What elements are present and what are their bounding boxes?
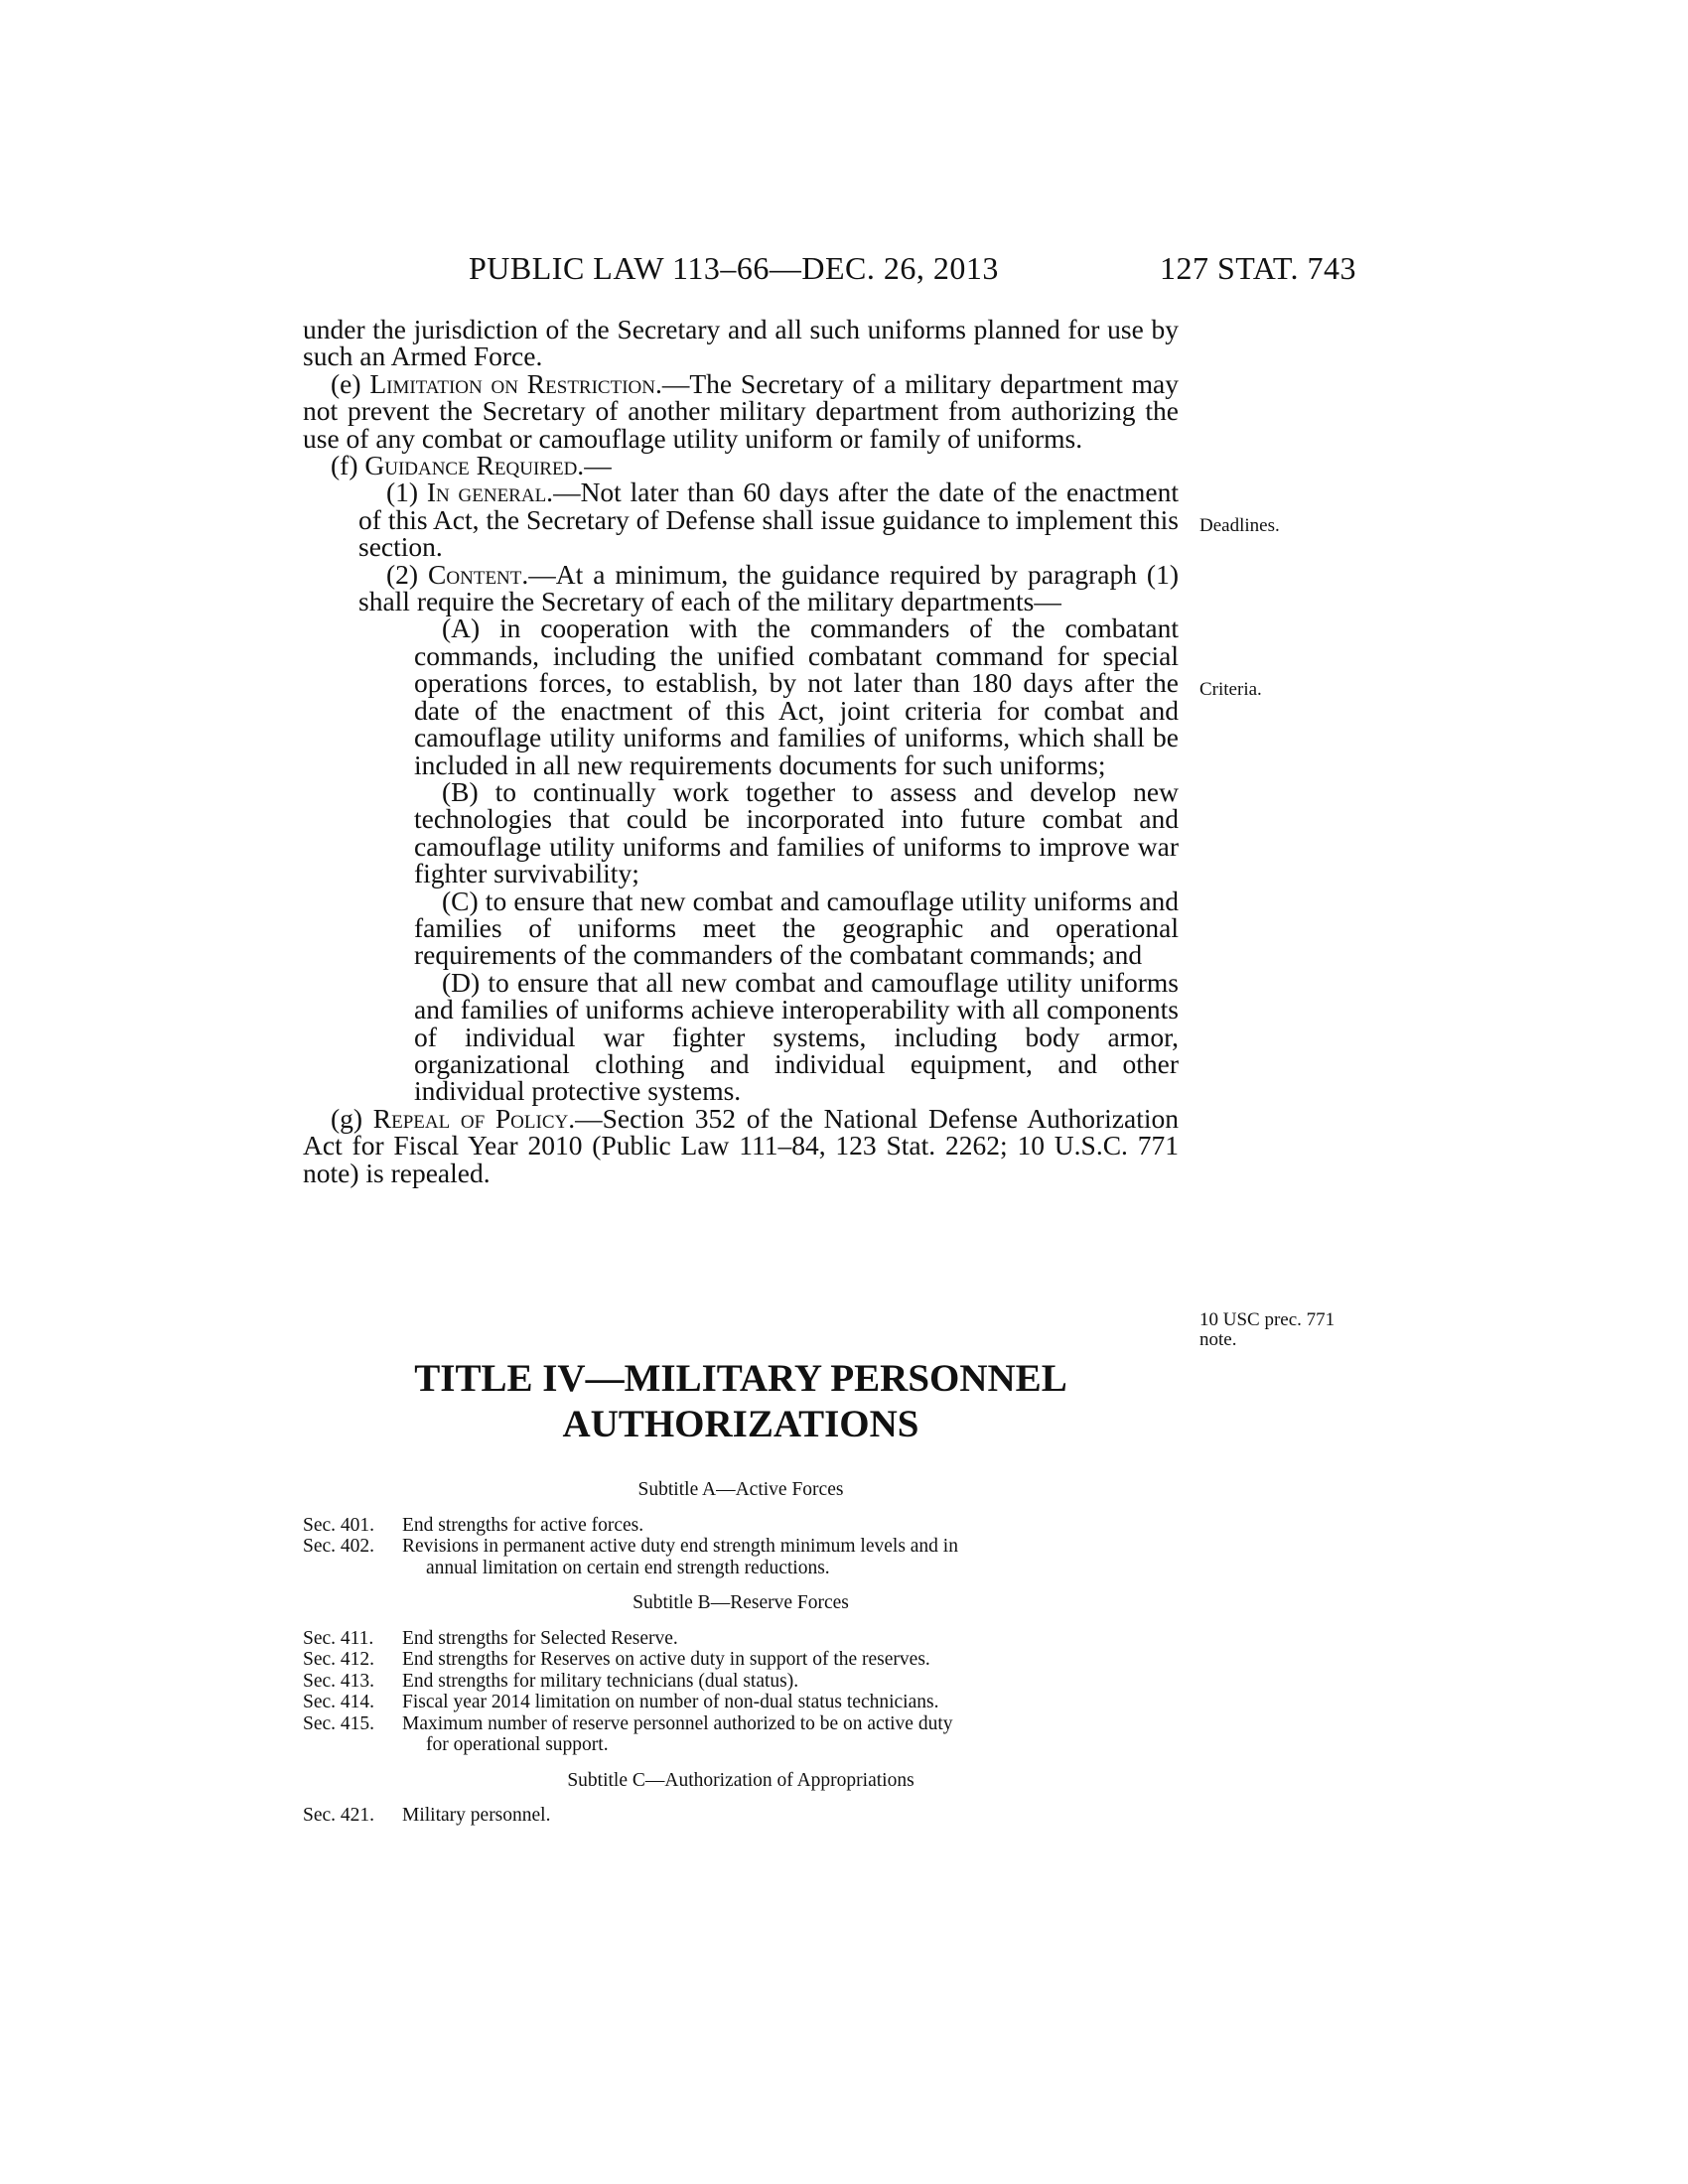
toc-section-title-line1: Maximum number of reserve personnel authorized to be on active duty (402, 1712, 953, 1734)
toc-group-b (303, 1628, 1179, 1756)
toc-section-title: End strengths for active forces. (402, 1514, 644, 1536)
title-heading-line1: TITLE IV—MILITARY PERSONNEL (414, 1357, 1067, 1400)
toc-section-title: Military personnel. (402, 1805, 551, 1826)
toc-section-number: Sec. 402. (303, 1536, 375, 1557)
toc-section-number: Sec. 414. (303, 1692, 375, 1712)
subsection-f-label: (f) (331, 450, 365, 481)
paragraph-f2-label: (2) (386, 558, 429, 590)
margin-note-usc-line1: 10 USC prec. 771 (1199, 1309, 1336, 1330)
title-heading-line2: AUTHORIZATIONS (562, 1403, 919, 1445)
title-heading (303, 1356, 1179, 1447)
paragraph-f2 (303, 558, 1179, 617)
subsection-f-dash: — (584, 450, 612, 481)
toc-subtitle-b: Subtitle B—Reserve Forces (633, 1592, 849, 1613)
running-header-title: PUBLIC LAW 113–66—DEC. 26, 2013 (469, 250, 999, 286)
subparagraph-c: (C) to ensure that new combat and camouflage utility uniforms and families of uniforms meet the geographic and operational requirements of the commanders of the combatant commands; and (414, 885, 1179, 971)
paragraph-f1 (303, 477, 1179, 563)
paragraph-f1-text: —Not later than 60 days after the date of the enactment of this Act, the Secretary of Defense shall issue guidance to implement this section. (358, 477, 1179, 563)
paragraph-continuation: under the jurisdiction of the Secretary and all such uniforms planned for use by such an Armed Force. (303, 314, 1179, 372)
toc-section-title (402, 1713, 1179, 1756)
toc-entry (303, 1536, 1179, 1578)
toc-group-c (303, 1805, 1179, 1827)
toc-section-title-line2: annual limitation on certain end strength reductions. (426, 1557, 830, 1578)
toc-entry (303, 1515, 1179, 1537)
toc-section-title (402, 1536, 1179, 1578)
subsection-f (303, 450, 1179, 481)
subsection-g-heading: Repeal of Policy. (372, 1102, 576, 1134)
toc-section-number: Sec. 401. (303, 1514, 375, 1536)
statute-body (303, 316, 1179, 1186)
paragraph-f2-text: —At a minimum, the guidance required by paragraph (1) shall require the Secretary of each of the military departments— (358, 558, 1179, 617)
toc-section-number: Sec. 412. (303, 1649, 375, 1670)
toc-entry (303, 1628, 1179, 1650)
subsection-g-label: (g) (331, 1102, 373, 1134)
toc-section-title-line2: for operational support. (426, 1734, 609, 1755)
paragraph-f2-heading: Content. (428, 558, 529, 590)
toc-section-number: Sec. 415. (303, 1712, 375, 1734)
toc-section-title: End strengths for Selected Reserve. (402, 1627, 678, 1649)
toc-subtitle-c: Subtitle C—Authorization of Appropriations (567, 1769, 914, 1791)
toc-section-title: End strengths for military technicians (dual status). (402, 1670, 799, 1692)
paragraph-f1-label: (1) (386, 477, 427, 508)
toc-section-title-line1: Revisions in permanent active duty end strength minimum levels and in (402, 1536, 958, 1557)
subsection-g (303, 1102, 1179, 1188)
subsection-g-text: —Section 352 of the National Defense Authorization Act for Fiscal Year 2010 (Public Law 111–84, 123 Stat. 2262; 10 U.S.C. 771 note) is repealed. (303, 1102, 1179, 1188)
subsection-e-label: (e) (331, 367, 370, 399)
toc-section-title: End strengths for Reserves on active duty in support of the reserves. (402, 1649, 930, 1670)
margin-note-deadlines: Deadlines. (1199, 515, 1280, 536)
toc-section-number: Sec. 411. (303, 1627, 374, 1649)
margin-note-usc-line2: note. (1199, 1329, 1237, 1350)
subsection-e (303, 367, 1179, 454)
subsection-f-heading: Guidance Required. (364, 450, 585, 481)
toc-subtitle-a: Subtitle A—Active Forces (637, 1479, 844, 1500)
table-of-contents (303, 1479, 1179, 1841)
toc-entry (303, 1713, 1179, 1756)
toc-entry (303, 1805, 1179, 1827)
page-number: 127 STAT. 743 (1160, 250, 1357, 286)
subparagraph-a: (A) in cooperation with the commanders of the combatant commands, including the unified combatant command for special operations forces, to establish, by not later than 180 days after the date of the enactment of this Act, joint criteria for combat and camouflage utility uniforms and families of uniforms, which shall be included in all new requirements documents for such uniforms; (414, 613, 1179, 780)
toc-section-number: Sec. 413. (303, 1670, 375, 1692)
toc-group-a (303, 1515, 1179, 1579)
toc-section-title: Fiscal year 2014 limitation on number of non-dual status technicians. (402, 1692, 939, 1712)
toc-section-number: Sec. 421. (303, 1805, 375, 1826)
subsection-e-text: —The Secretary of a military department may not prevent the Secretary of another military department from authorizing the use of any combat or camouflage utility uniform or family of uniforms. (303, 367, 1179, 454)
toc-entry (303, 1692, 1179, 1713)
toc-entry (303, 1649, 1179, 1671)
toc-entry (303, 1671, 1179, 1693)
subparagraph-d: (D) to ensure that all new combat and camouflage utility uniforms and families of uniforms achieve interoperability with all components of individual war fighter systems, including body armor, organizational clothing and individual equipment, and other individual protective systems. (414, 966, 1179, 1107)
subsection-e-heading: Limitation on Restriction. (369, 367, 662, 399)
subparagraph-b: (B) to continually work together to assess and develop new technologies that could be incorporated into future combat and camouflage utility uniforms and families of uniforms to improve war fighter survivability; (414, 775, 1179, 889)
margin-note-usc (1199, 1310, 1335, 1350)
paragraph-f1-heading: In general. (426, 477, 554, 508)
margin-note-criteria: Criteria. (1199, 679, 1262, 700)
